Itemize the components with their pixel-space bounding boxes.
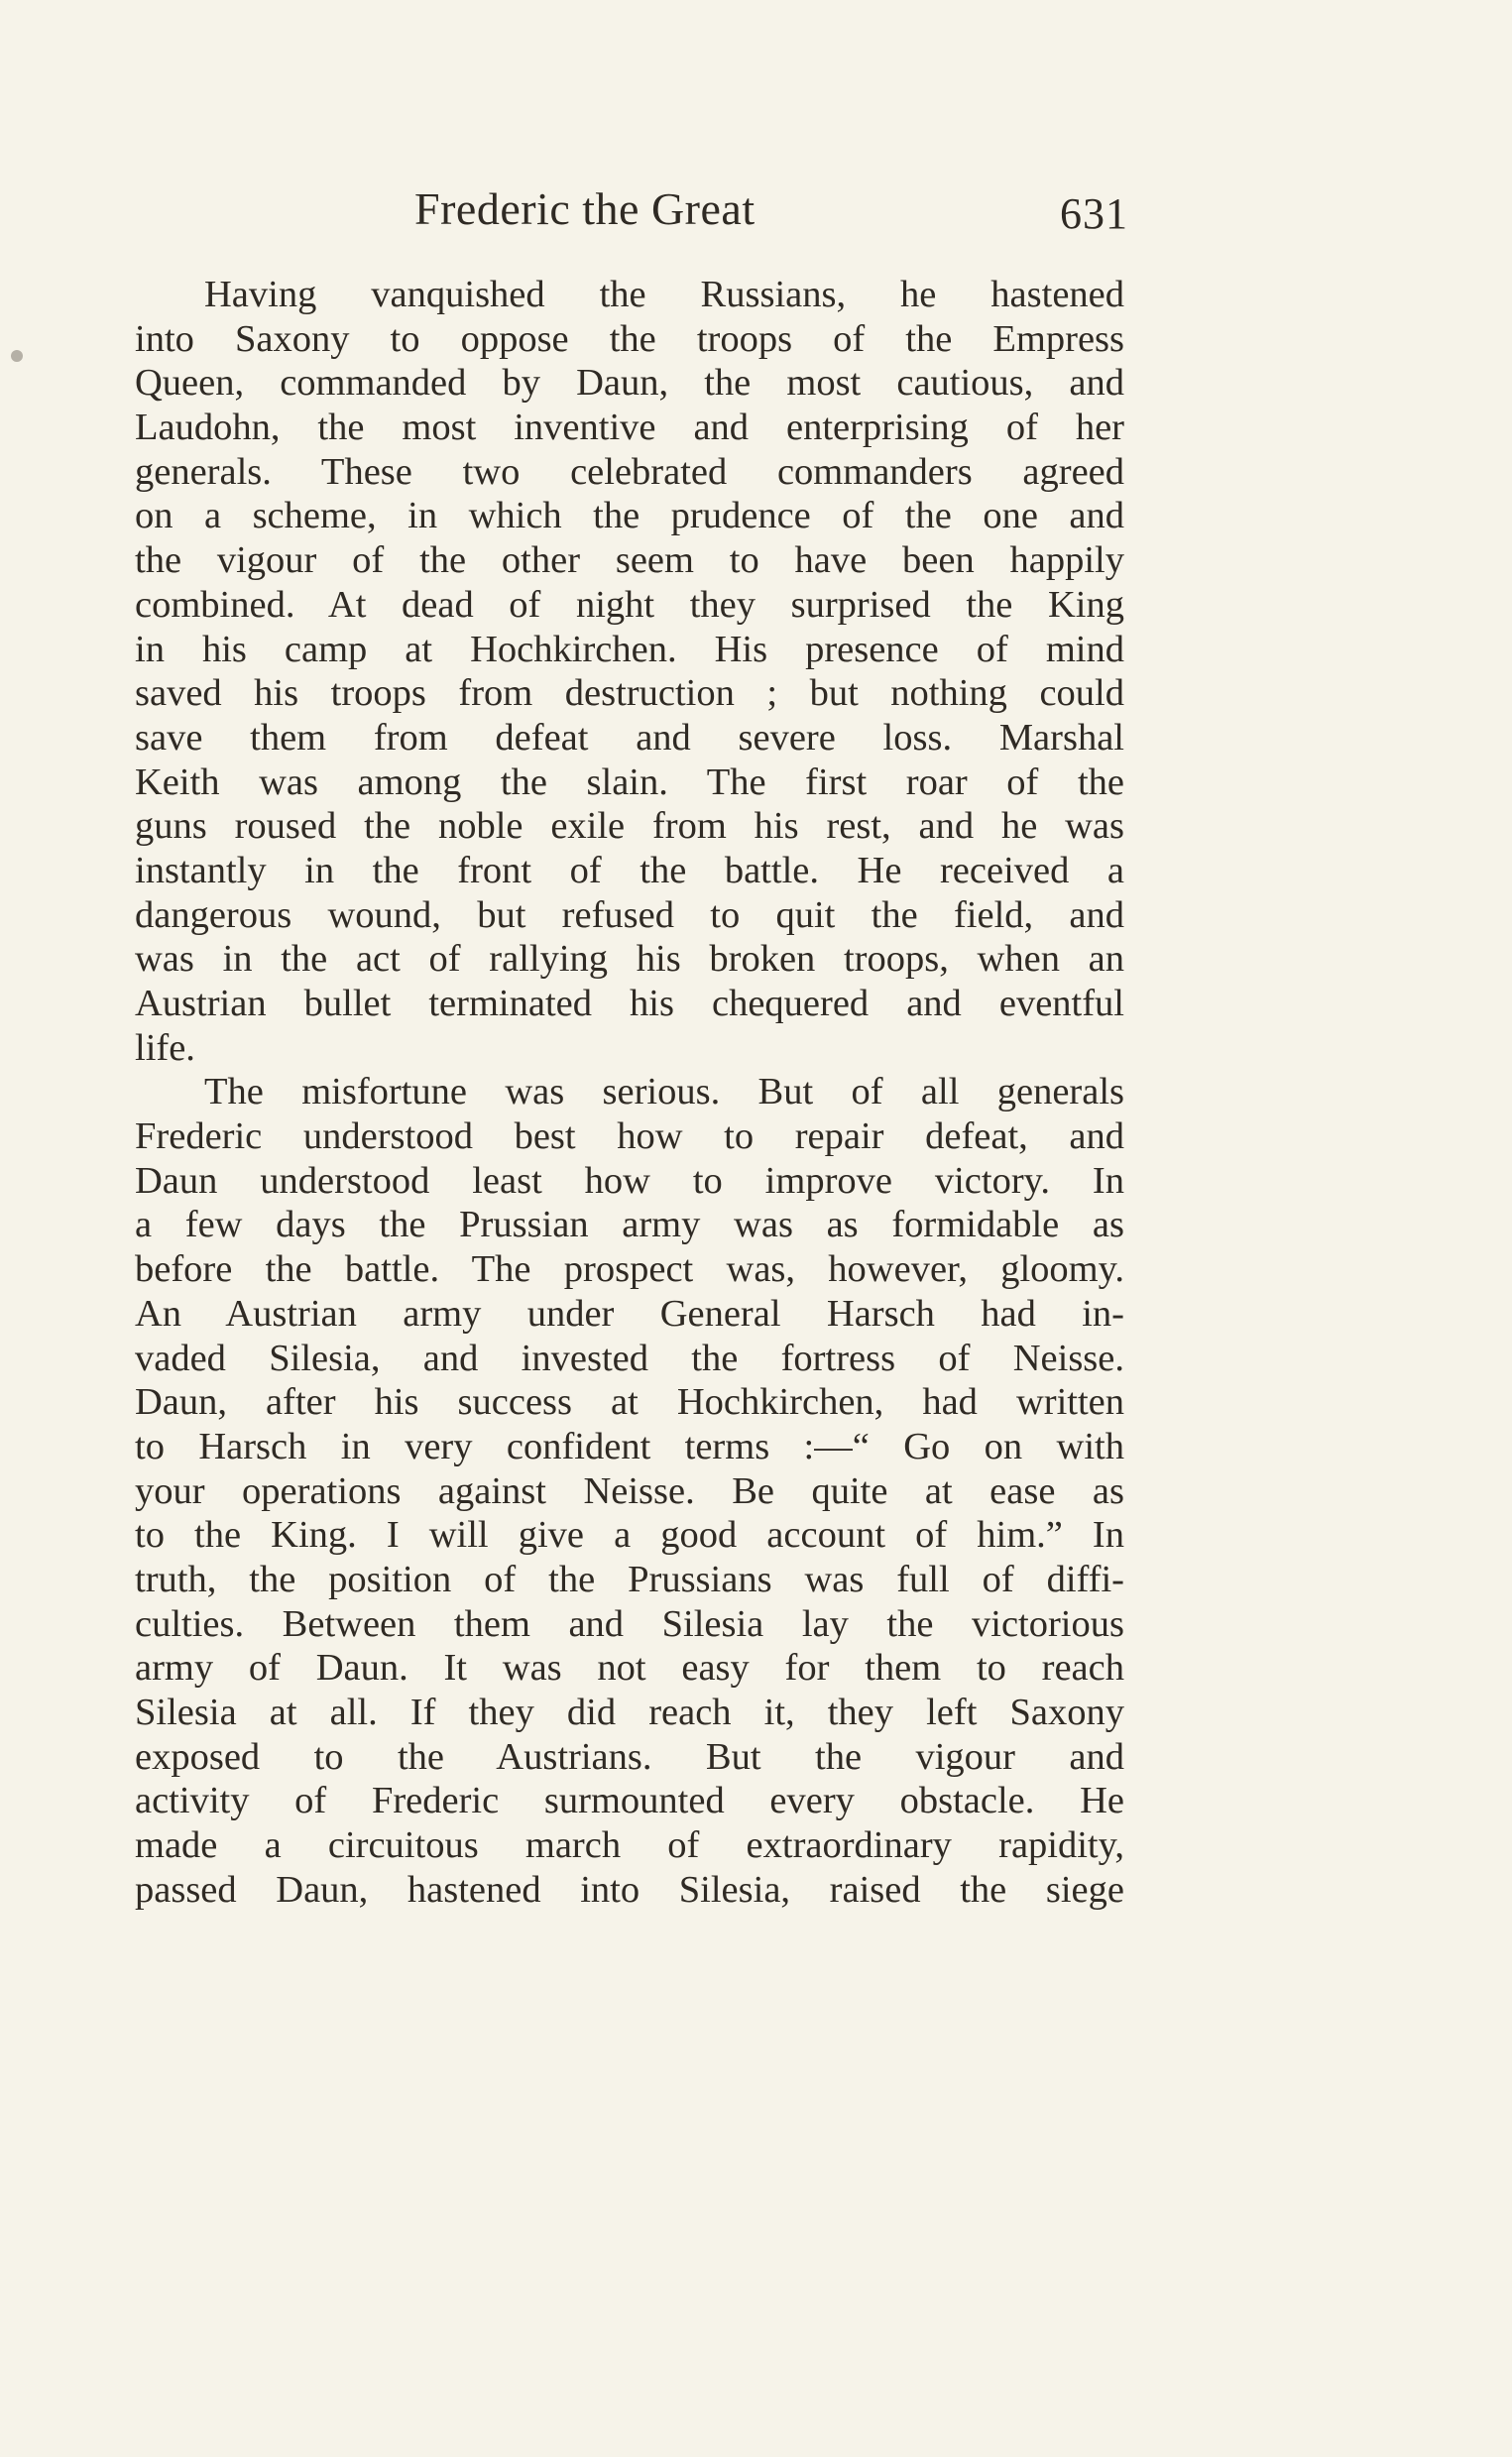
page-number: 631 <box>1060 189 1128 238</box>
text-line: An Austrian army under General Harsch had in- <box>135 1292 1124 1335</box>
text-line: The misfortune was serious. But of all generals <box>204 1071 1124 1113</box>
text-line: was in the act of rallying his broken troops, when an <box>135 938 1124 981</box>
running-title: Frederic the Great <box>414 183 756 234</box>
text-line: in his camp at Hochkirchen. His presence of mind <box>135 628 1124 670</box>
text-line: Frederic understood best how to repair defeat, and <box>135 1115 1124 1158</box>
text-line: vaded Silesia, and invested the fortress of Neisse. <box>135 1337 1124 1379</box>
text-line: Austrian bullet terminated his chequered and eventful <box>135 983 1124 1024</box>
text-line: generals. These two celebrated commanders agreed <box>135 450 1124 493</box>
text-line: Having vanquished the Russians, he hastened <box>204 274 1124 315</box>
running-head <box>134 175 1128 254</box>
text-line: Queen, commanded by Daun, the most cautious, and <box>135 362 1124 405</box>
text-line: dangerous wound, but refused to quit the field, and <box>135 893 1124 936</box>
text-line: Laudohn, the most inventive and enterprising of her <box>135 407 1124 449</box>
text-line: exposed to the Austrians. But the vigour and <box>135 1735 1124 1778</box>
text-line: before the battle. The prospect was, however, gloomy. <box>135 1248 1124 1291</box>
text-line: Silesia at all. If they did reach it, they left Saxony <box>135 1692 1124 1733</box>
text-line: activity of Frederic surmounted every obstacle. He <box>135 1780 1124 1822</box>
text-line: save them from defeat and severe loss. Marshal <box>135 716 1124 759</box>
text-line: culties. Between them and Silesia lay the victorious <box>135 1602 1124 1645</box>
text-line: combined. At dead of night they surprised the King <box>135 583 1124 626</box>
text-line: saved his troops from destruction ; but nothing could <box>135 672 1124 715</box>
text-line: Keith was among the slain. The first roar of the <box>135 760 1124 803</box>
text-line: army of Daun. It was not easy for them to reach <box>135 1647 1124 1690</box>
text-line: to the King. I will give a good account of him.” In <box>135 1514 1124 1557</box>
margin-mark <box>11 350 23 362</box>
text-line: to Harsch in very confident terms :—“ Go on with <box>135 1425 1124 1467</box>
text-line: the vigour of the other seem to have been happily <box>135 539 1124 582</box>
text-line: a few days the Prussian army was as formidable as <box>135 1204 1124 1246</box>
text-line: your operations against Neisse. Be quite at ease as <box>135 1469 1124 1512</box>
text-line: truth, the position of the Prussians was full of diffi- <box>135 1558 1124 1600</box>
text-line: on a scheme, in which the prudence of the one and <box>135 495 1124 537</box>
text-line: instantly in the front of the battle. He received a <box>135 849 1124 891</box>
body-text <box>135 273 1124 1912</box>
text-line: into Saxony to oppose the troops of the Empress <box>135 317 1124 360</box>
text-line: made a circuitous march of extraordinary rapidity, <box>135 1824 1124 1867</box>
text-line: guns roused the noble exile from his rest, and he was <box>135 805 1124 848</box>
text-line: life. <box>135 1026 195 1069</box>
text-line: Daun, after his success at Hochkirchen, had written <box>135 1381 1124 1424</box>
text-line: passed Daun, hastened into Silesia, raised the siege <box>135 1868 1124 1911</box>
text-line: Daun understood least how to improve victory. In <box>135 1159 1124 1202</box>
